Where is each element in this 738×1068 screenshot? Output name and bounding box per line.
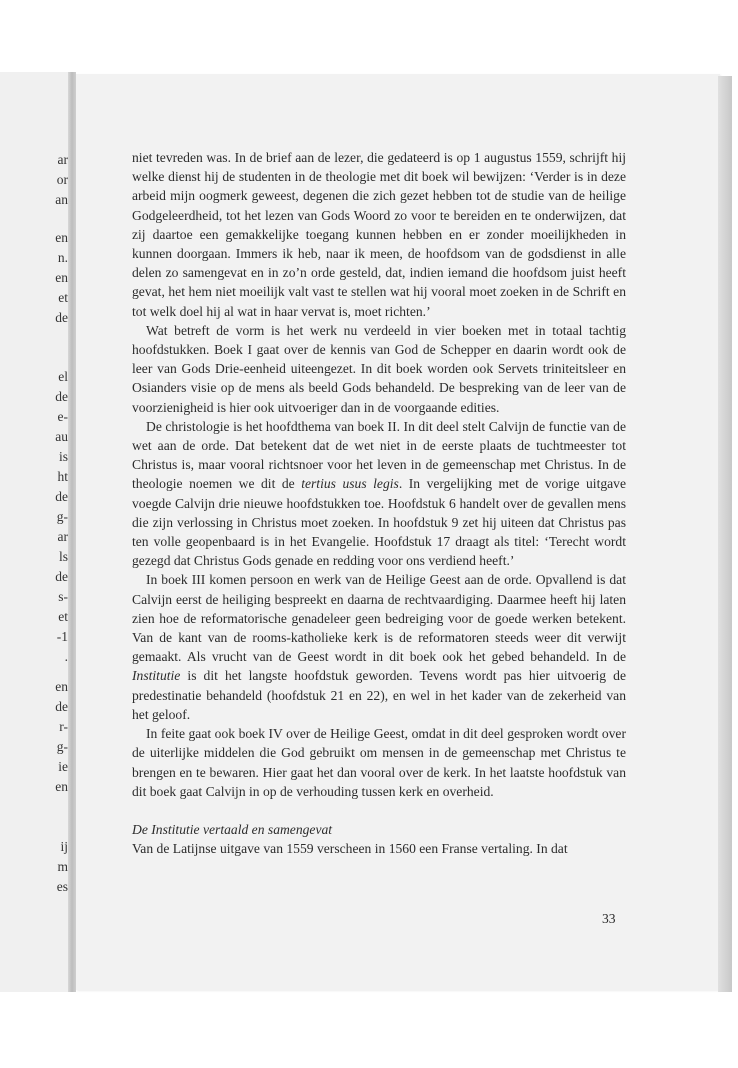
paragraph-3-text-a: De christologie is het hoofdthema van boek II. In dit deel stelt Calvijn de functie van de wet aan de orde. Dat betekent dat de wet niet in de eerste plaats de tuchtmeester tot Christus is, maar vooral richtsnoer voor het leven in de gemeenschap met Christus. In de theologie noemen we dit de bbox=[132, 418, 626, 492]
left-page-fragment: au bbox=[55, 429, 68, 444]
left-page-fragment: -1 bbox=[56, 629, 68, 644]
left-page-fragment: de bbox=[55, 389, 68, 404]
page-edge bbox=[718, 76, 732, 992]
left-page-fragment: de bbox=[55, 699, 68, 714]
paragraph-4-text-b: is dit het langste hoofdstuk geworden. Tevens wordt pas hier uitvoerig de predestinatie behandeld (hoofdstuk 21 en 22), en wel in het kader van de zekerheid van het geloof. bbox=[132, 668, 626, 722]
paragraph-3 bbox=[132, 417, 626, 571]
left-page-fragment: et bbox=[58, 609, 68, 624]
left-page-fragment: an bbox=[55, 192, 68, 207]
left-page-fragment: ht bbox=[57, 469, 68, 484]
paragraph-3-italic: tertius usus legis bbox=[301, 476, 399, 492]
left-page-fragment: is bbox=[58, 449, 68, 464]
paragraph-3-text-b: . In vergelijking met de vorige uitgave voegde Calvijn drie nieuwe hoofdstukken toe. Hoofdstuk 6 handelt over de gevallen mens die zijn verlossing in Christus moet zoeken. In hoofdstuk 9 zet hij uiteen dat Christus pas ten volle geopenbaard is in het Evangelie. Hoofdstuk 17 draagt als titel: ‘Terecht wordt gezegd dat Christus Gods genade en redding voor ons verdiend heeft.’ bbox=[132, 476, 627, 569]
body-text bbox=[132, 148, 626, 858]
left-page-fragment: or bbox=[56, 172, 68, 187]
left-page-fragment: ls bbox=[58, 549, 68, 564]
paragraph-4-text-a: In boek III komen persoon en werk van de Heilige Geest aan de orde. Opvallend is dat Calvijn eerst de heiliging bespreekt en daarna de rechtvaardiging. Daarmee heeft hij laten zien hoe de reformatorische genadeleer geen bedreiging voor de goede werken betekent. Van de kant van de rooms-katholieke kerk is de reformatoren steeds weer dit verwijt gemaakt. Als vrucht van de Geest wordt in dit boek ook het gebed behandeld. In de bbox=[132, 572, 626, 665]
left-page-fragment: ar bbox=[57, 529, 68, 544]
left-page-fragment: e- bbox=[57, 409, 68, 424]
paragraph-4 bbox=[132, 570, 626, 724]
section-heading: De Institutie vertaald en samengevat bbox=[132, 821, 333, 837]
left-page-fragment: en bbox=[55, 230, 68, 245]
left-page-fragment: n. bbox=[57, 250, 68, 265]
left-page-fragment: . bbox=[64, 649, 68, 664]
left-page-fragment: g- bbox=[56, 739, 68, 754]
page-number: 33 bbox=[602, 911, 616, 926]
left-page-fragment: el bbox=[58, 369, 68, 384]
paragraph-2: Wat betreft de vorm is het werk nu verdeeld in vier boeken met in totaal tachtig hoofdstukken. Boek I gaat over de kennis van God de Schepper en daarin wordt ook de leer van Gods Drie-eenheid uiteengezet. In dit boek worden ook Servets triniteitsleer en Osianders visie op de mens als beeld Gods behandeld. De bespreking van de leer van de voorzienigheid is hier ook uitvoeriger dan in de voorgaande edities. bbox=[132, 322, 626, 415]
left-page-fragment: en bbox=[55, 679, 68, 694]
left-page-fragment: es bbox=[56, 879, 68, 894]
left-page-fragment: ie bbox=[58, 759, 68, 774]
paragraph-1: niet tevreden was. In de brief aan de lezer, die gedateerd is op 1 augustus 1559, schrijft hij welke dienst hij de studenten in de theologie met dit boek wil bewijzen: ‘Verder is in deze arbeid mijn oogmerk geweest, degenen die zich gezet hebben tot de studie van de heilige Godgeleerdheid, tot het lezen van Gods Woord zo voor te bereiden en te onderwijzen, dat zij daartoe een gemakkelijke toegang kunnen hebben en er zonder moeilijkheden in kunnen doorgaan. Immers ik heb, naar ik meen, de hoofdsom van de godsdienst in alle delen zo samengevat en in zo’n orde gesteld, dat, indien iemand die hoofdsom juist heeft gevat, het hem niet moeilijk valt vast te stellen wat hij vooral moet zoeken in de Schrift en tot welk doel hij al wat in haar vervat is, moet richten.’ bbox=[132, 150, 626, 319]
left-page-fragment: ar bbox=[57, 152, 68, 167]
left-page-fragment: de bbox=[55, 310, 68, 325]
paragraph-5: In feite gaat ook boek IV over de Heilige Geest, omdat in dit deel gesproken wordt over de uiterlijke middelen die God gebruikt om mensen in de gemeenschap met Christus te brengen en te bewaren. Hier gaat het dan vooral over de kerk. In het laatste hoofdstuk van dit boek gaat Calvijn in op de verhouding tussen kerk en overheid. bbox=[132, 726, 626, 799]
left-page-fragment: de bbox=[55, 569, 68, 584]
book-spine bbox=[68, 72, 76, 992]
left-page-fragment: g- bbox=[56, 509, 68, 524]
left-page-fragment: r- bbox=[59, 719, 68, 734]
paragraph-6: Van de Latijnse uitgave van 1559 verscheen in 1560 een Franse vertaling. In dat bbox=[132, 841, 568, 857]
left-page-fragment: m bbox=[57, 859, 68, 874]
left-page-fragment: ij bbox=[60, 839, 68, 854]
left-page-fragment: en bbox=[55, 270, 68, 285]
paragraph-4-italic: Institutie bbox=[132, 668, 181, 684]
left-page-fragment: et bbox=[58, 290, 68, 305]
left-page-fragment: en bbox=[55, 779, 68, 794]
previous-page bbox=[0, 72, 72, 992]
left-page-fragment: de bbox=[55, 489, 68, 504]
left-page-fragment: s- bbox=[58, 589, 68, 604]
